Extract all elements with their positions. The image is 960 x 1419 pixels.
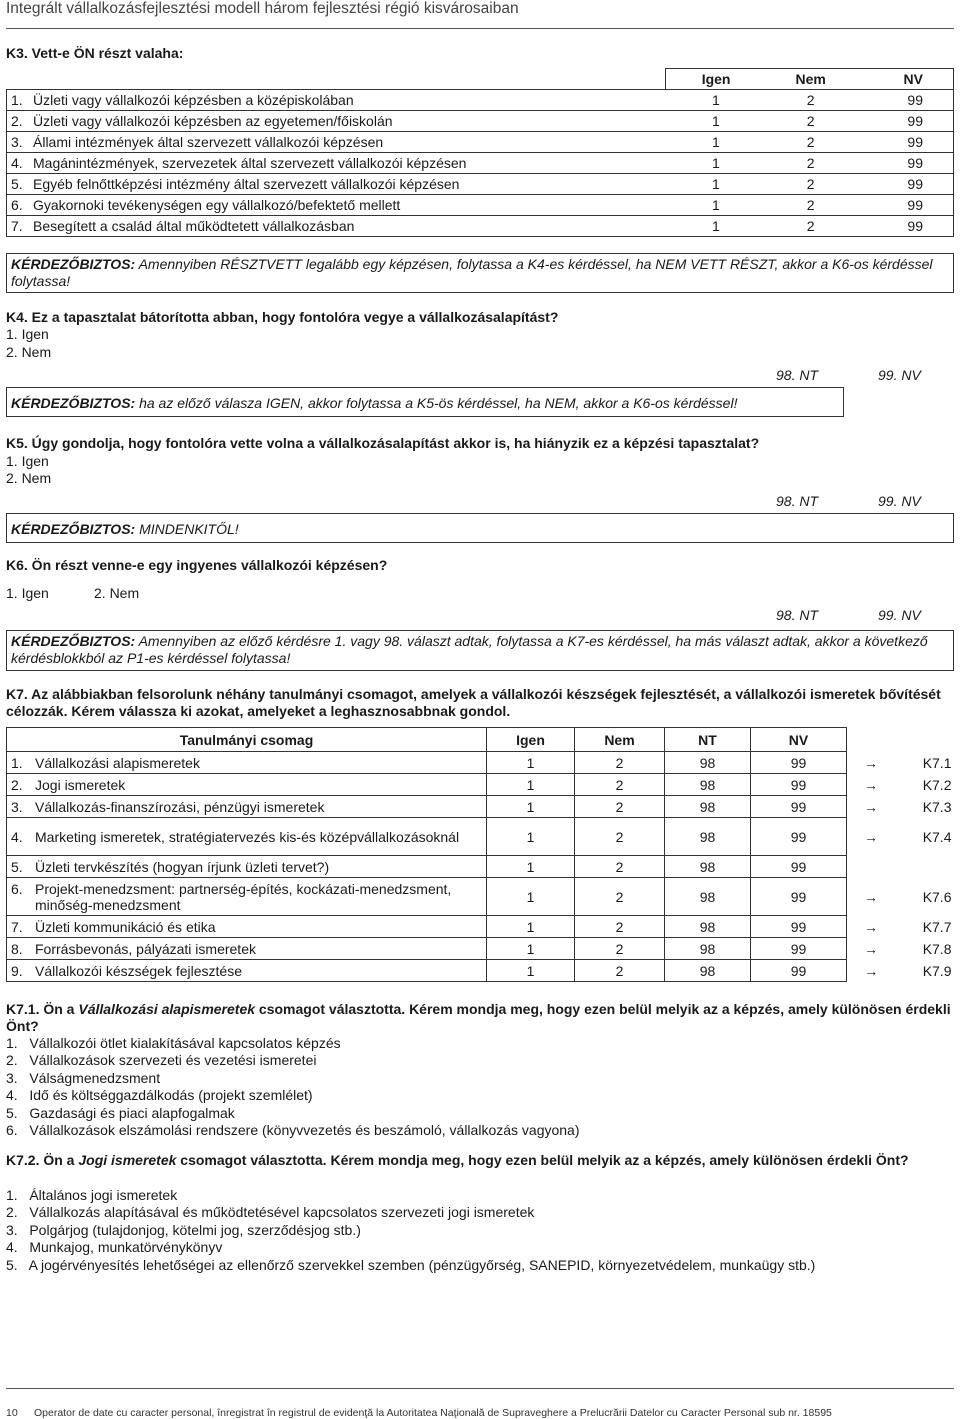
k7-row-label bbox=[7, 916, 487, 938]
k71-title-a: K7.1. Ön a bbox=[6, 1001, 79, 1017]
k7-row-reference: K7.3 bbox=[922, 798, 952, 815]
k3-row bbox=[7, 153, 954, 174]
k3-row-number: 3. bbox=[11, 134, 23, 150]
k3-row-number: 2. bbox=[11, 113, 23, 129]
k4-option-nv: 99. NV bbox=[878, 367, 921, 383]
running-header-text: Integrált vállalkozásfejlesztési modell három fejlesztési régió kisvárosaiban bbox=[6, 0, 519, 17]
k5-option-igen: 1. Igen bbox=[6, 453, 49, 469]
k7-row bbox=[7, 878, 952, 916]
k3-row-label bbox=[7, 153, 666, 174]
k7-cell-nt[interactable]: 98 bbox=[665, 878, 751, 916]
k3-header-nem: Nem bbox=[766, 69, 856, 90]
k7-row-reference: K7.9 bbox=[922, 962, 952, 979]
k7-row-reference: K7.1 bbox=[922, 754, 952, 771]
k7-row bbox=[7, 856, 952, 878]
k7-row-text: Forrásbevonás, pályázati ismeretek bbox=[35, 940, 256, 957]
k3-cell-igen[interactable]: 1 bbox=[666, 216, 766, 237]
k7-row-number: 5. bbox=[11, 858, 23, 875]
k7-row bbox=[7, 752, 952, 774]
k3-row-label bbox=[7, 90, 666, 111]
k7-row-reference: K7.7 bbox=[922, 918, 952, 935]
k6-interviewer-note bbox=[6, 630, 954, 671]
k3-header-igen: Igen bbox=[666, 69, 766, 90]
k7-row-label bbox=[7, 878, 487, 916]
k3-note-label: KÉRDEZŐBIZTOS: bbox=[11, 256, 136, 272]
k7-cell-nem[interactable]: 2 bbox=[575, 878, 665, 916]
k3-cell-igen[interactable]: 1 bbox=[666, 153, 766, 174]
k72-list-item: 5. A jogérvényesítés lehetőségei az ellenőrző szervekkel szemben (pénzügyőrség, SANEPID, környezetvédelem, munkaügy stb.) bbox=[6, 1256, 816, 1273]
k3-cell-nv[interactable]: 99 bbox=[856, 216, 954, 237]
arrow-right-icon bbox=[847, 856, 896, 878]
k7-row-label bbox=[7, 752, 487, 774]
k7-cell-nt[interactable]: 98 bbox=[665, 818, 751, 856]
arrow-right-icon: → bbox=[864, 828, 878, 845]
k5-option-nt: 98. NT bbox=[776, 493, 819, 509]
k7-table bbox=[6, 727, 952, 982]
k3-row-number: 1. bbox=[11, 92, 23, 108]
k7-row-text: Üzleti tervkészítés (hogyan írjunk üzleti tervet?) bbox=[35, 858, 330, 875]
k3-title: K3. Vett-e ÖN részt valaha: bbox=[6, 45, 184, 61]
arrow-right-icon: → bbox=[864, 918, 878, 935]
k3-row-label bbox=[7, 111, 666, 132]
k7-row bbox=[7, 818, 952, 856]
k7-cell-nem[interactable]: 2 bbox=[575, 818, 665, 856]
k7-row-label bbox=[7, 856, 487, 878]
k3-cell-igen[interactable]: 1 bbox=[666, 195, 766, 216]
k3-row bbox=[7, 90, 954, 111]
k3-row bbox=[7, 195, 954, 216]
k7-row-label bbox=[7, 960, 487, 982]
k71-list-item: 5. Gazdasági és piaci alapfogalmak bbox=[6, 1104, 235, 1121]
k72-title-b: csomagot választotta. Kérem mondja meg, hogy ezen belül melyik az a képzés, amely különösen érdekli Önt? bbox=[176, 1152, 909, 1168]
k7-row-reference: K7.4 bbox=[922, 828, 952, 845]
k7-header-nem: Nem bbox=[575, 728, 665, 752]
k71-list-item: 6. Vállalkozások elszámolási rendszere (könyvvezetés és beszámoló, vállalkozás vagyona) bbox=[6, 1122, 580, 1139]
page-number: 10 bbox=[6, 1407, 18, 1419]
k7-row-text: Jogi ismeretek bbox=[35, 776, 126, 793]
k7-cell-nt[interactable]: 98 bbox=[665, 938, 751, 960]
k7-row-number: 3. bbox=[11, 798, 23, 815]
k72-list-item: 3. Polgárjog (tulajdonjog, kötelmi jog, szerződésjog stb.) bbox=[6, 1221, 361, 1238]
k7-row-reference bbox=[896, 856, 952, 878]
k5-title: K5. Úgy gondolja, hogy fontolóra vette volna a vállalkozásalapítást akkor is, ha hiányzik ez a képzési tapasztalat? bbox=[6, 435, 760, 451]
k7-row-reference: K7.6 bbox=[922, 888, 952, 905]
k6-option-nv: 99. NV bbox=[878, 607, 921, 623]
k7-row bbox=[7, 960, 952, 982]
k7-header-nt: NT bbox=[665, 728, 751, 752]
k3-row bbox=[7, 216, 954, 237]
k7-cell-nt[interactable]: 98 bbox=[665, 856, 751, 878]
arrow-right-icon: → bbox=[864, 776, 878, 793]
k3-cell-igen[interactable]: 1 bbox=[666, 132, 766, 153]
k7-cell-igen[interactable]: 1 bbox=[487, 856, 575, 878]
k5-option-nem: 2. Nem bbox=[6, 470, 52, 486]
k71-title-em: Vállalkozási alapismeretek bbox=[78, 1001, 256, 1017]
k7-row-number: 9. bbox=[11, 962, 23, 979]
k7-header-igen: Igen bbox=[487, 728, 575, 752]
k3-header-nv: NV bbox=[856, 69, 954, 90]
k7-cell-igen[interactable]: 1 bbox=[487, 796, 575, 818]
k3-cell-nem[interactable]: 2 bbox=[766, 111, 856, 132]
k72-title bbox=[6, 1152, 954, 1169]
k3-row-label bbox=[7, 216, 666, 237]
k3-row-text: Állami intézmények által szervezett vállalkozói képzésen bbox=[33, 134, 384, 150]
k7-cell-nem[interactable]: 2 bbox=[575, 960, 665, 982]
k7-row-number: 7. bbox=[11, 918, 23, 935]
k71-list-item: 4. Idő és költséggazdálkodás (projekt szemlélet) bbox=[6, 1087, 313, 1104]
k7-cell-nv[interactable]: 99 bbox=[751, 774, 847, 796]
arrow-right-icon: → bbox=[864, 754, 878, 771]
k7-cell-nem[interactable]: 2 bbox=[575, 752, 665, 774]
k7-cell-igen[interactable]: 1 bbox=[487, 774, 575, 796]
k4-interviewer-note bbox=[6, 387, 844, 417]
k3-row-text: Gyakornoki tevékenységen egy vállalkozó/befektető mellett bbox=[33, 197, 401, 213]
k7-cell-nv[interactable]: 99 bbox=[751, 796, 847, 818]
k3-cell-nv[interactable]: 99 bbox=[856, 153, 954, 174]
k7-cell-nt[interactable]: 98 bbox=[665, 960, 751, 982]
k4-option-igen: 1. Igen bbox=[6, 326, 49, 342]
k71-title bbox=[6, 1001, 954, 1035]
k7-row-number: 6. bbox=[11, 880, 23, 897]
k3-cell-nem[interactable]: 2 bbox=[766, 132, 856, 153]
k7-header-nv: NV bbox=[751, 728, 847, 752]
k71-list-item: 1. Vállalkozói ötlet kialakításával kapcsolatos képzés bbox=[6, 1035, 341, 1051]
k3-interviewer-note bbox=[6, 253, 954, 293]
k3-row-label bbox=[7, 174, 666, 195]
k3-cell-nv[interactable]: 99 bbox=[856, 90, 954, 111]
k6-option-nt: 98. NT bbox=[776, 607, 819, 623]
k7-row-reference: K7.8 bbox=[922, 940, 952, 957]
k7-cell-nem[interactable]: 2 bbox=[575, 938, 665, 960]
k7-row bbox=[7, 774, 952, 796]
k7-cell-nv[interactable]: 99 bbox=[751, 752, 847, 774]
k7-row-label bbox=[7, 774, 487, 796]
k3-cell-nv[interactable]: 99 bbox=[856, 174, 954, 195]
k7-cell-igen[interactable]: 1 bbox=[487, 752, 575, 774]
k5-interviewer-note bbox=[6, 513, 954, 543]
k3-cell-nem[interactable]: 2 bbox=[766, 90, 856, 111]
k6-note-label: KÉRDEZŐBIZTOS: bbox=[11, 633, 136, 649]
k5-note-label: KÉRDEZŐBIZTOS: bbox=[11, 521, 136, 537]
k3-row-text: Üzleti vagy vállalkozói képzésben az egyetemen/főiskolán bbox=[33, 113, 393, 129]
k72-list-item: 1. Általános jogi ismeretek bbox=[6, 1187, 178, 1203]
k7-row bbox=[7, 938, 952, 960]
k7-cell-nt[interactable]: 98 bbox=[665, 752, 751, 774]
k5-option-nv: 99. NV bbox=[878, 493, 921, 509]
k3-row bbox=[7, 132, 954, 153]
k71-list-item: 3. Válságmenedzsment bbox=[6, 1069, 161, 1086]
k4-note-label: KÉRDEZŐBIZTOS: bbox=[11, 395, 136, 411]
k3-row-text: Besegített a család által működtetett vállalkozásban bbox=[33, 218, 355, 234]
k7-row-number: 4. bbox=[11, 828, 23, 845]
k7-cell-nem[interactable]: 2 bbox=[575, 916, 665, 938]
k7-cell-nv[interactable]: 99 bbox=[751, 856, 847, 878]
k4-option-nem: 2. Nem bbox=[6, 344, 52, 360]
k7-row-label bbox=[7, 818, 487, 856]
k7-header-package: Tanulmányi csomag bbox=[7, 728, 487, 752]
k6-note-text: Amennyiben az előző kérdésre 1. vagy 98. választ adtak, folytassa a K7-es kérdéssel, ha más választ adtak, akkor a következő kérdésblokkból az P1-es kérdéssel folytassa! bbox=[11, 633, 928, 666]
k3-table bbox=[6, 68, 954, 237]
k7-row-text: Projekt-menedzsment: partnerség-építés, kockázati-menedzsment, minőség-menedzsment bbox=[35, 880, 452, 913]
k3-row bbox=[7, 174, 954, 195]
k7-cell-nv[interactable]: 99 bbox=[751, 938, 847, 960]
k7-row-number: 2. bbox=[11, 776, 23, 793]
k3-cell-igen[interactable]: 1 bbox=[666, 90, 766, 111]
k7-row-reference: K7.2 bbox=[922, 776, 952, 793]
k3-cell-nv[interactable]: 99 bbox=[856, 195, 954, 216]
k7-row-text: Üzleti kommunikáció és etika bbox=[35, 918, 216, 935]
running-header bbox=[6, 0, 954, 29]
k7-cell-nem[interactable]: 2 bbox=[575, 774, 665, 796]
k7-cell-nv[interactable]: 99 bbox=[751, 818, 847, 856]
arrow-right-icon: → bbox=[864, 962, 879, 979]
k3-cell-nem[interactable]: 2 bbox=[766, 153, 856, 174]
k7-header-row bbox=[7, 728, 952, 752]
k6-option-nem: 2. Nem bbox=[94, 585, 140, 601]
k72-list-item: 2. Vállalkozás alapításával és működtetésével kapcsolatos szervezeti jogi ismeretek bbox=[6, 1204, 535, 1221]
k3-row-number: 4. bbox=[11, 155, 23, 171]
k7-cell-nem[interactable]: 2 bbox=[575, 856, 665, 878]
k7-cell-nv[interactable]: 99 bbox=[751, 878, 847, 916]
k3-note-text: Amennyiben RÉSZTVETT legalább egy képzésen, folytassa a K4-es kérdéssel, ha NEM VETT RÉSZT, akkor a K6-os kérdéssel folytassa! bbox=[11, 256, 933, 289]
k3-row-number: 7. bbox=[11, 218, 23, 234]
k71-list bbox=[6, 1035, 580, 1139]
k72-title-a: K7.2. Ön a bbox=[6, 1152, 79, 1168]
k7-cell-nt[interactable]: 98 bbox=[665, 916, 751, 938]
k7-row-text: Vállalkozói készségek fejlesztése bbox=[35, 962, 242, 979]
k3-row-text: Üzleti vagy vállalkozói képzésben a középiskolában bbox=[33, 92, 354, 108]
k3-row-number: 5. bbox=[11, 176, 23, 192]
k7-row bbox=[7, 916, 952, 938]
k3-row bbox=[7, 111, 954, 132]
k7-row-number: 1. bbox=[11, 754, 23, 771]
footer bbox=[6, 1407, 832, 1419]
k7-cell-igen[interactable]: 1 bbox=[487, 938, 575, 960]
k4-title: K4. Ez a tapasztalat bátorította abban, hogy fontolóra vegye a vállalkozásalapítást? bbox=[6, 309, 559, 325]
k7-row-text: Vállalkozás-finanszírozási, pénzügyi ismeretek bbox=[35, 798, 325, 815]
k7-cell-igen[interactable]: 1 bbox=[487, 916, 575, 938]
k7-cell-igen[interactable]: 1 bbox=[487, 878, 575, 916]
arrow-right-icon: → bbox=[864, 888, 878, 905]
arrow-right-icon: → bbox=[864, 798, 878, 815]
k7-row-label bbox=[7, 796, 487, 818]
k3-row-number: 6. bbox=[11, 197, 23, 213]
k7-row-text: Marketing ismeretek, stratégiatervezés kis-és középvállalkozásoknál bbox=[35, 828, 460, 845]
footer-rule bbox=[6, 1388, 954, 1389]
k7-row-label bbox=[7, 938, 487, 960]
k72-list bbox=[6, 1187, 815, 1274]
k7-cell-nt[interactable]: 98 bbox=[665, 774, 751, 796]
k3-cell-igen[interactable]: 1 bbox=[666, 174, 766, 195]
arrow-right-icon: → bbox=[864, 940, 878, 957]
k7-title: K7. Az alábbiakban felsorolunk néhány tanulmányi csomagot, amelyek a vállalkozói készségek fejlesztését, a vállalkozói ismeretek bővítését célozzák. Kérem válassza ki azokat, amelyeket a leghasznosabbnak gondol. bbox=[6, 686, 941, 719]
footer-text: Operator de date cu caracter personal, înregistrat în registrul de evidenţă la Autoritatea Naţională de Supraveghere a Prelucrării Datelor cu Caracter Personal sub nr. 18595 bbox=[34, 1407, 832, 1419]
k7-cell-igen[interactable]: 1 bbox=[487, 960, 575, 982]
k4-note-text: ha az előző válasza IGEN, akkor folytassa a K5-ös kérdéssel, ha NEM, akkor a K6-os kérdéssel! bbox=[135, 395, 738, 411]
k72-title-em: Jogi ismeretek bbox=[78, 1152, 177, 1168]
k7-row bbox=[7, 796, 952, 818]
k7-cell-nem[interactable]: 2 bbox=[575, 796, 665, 818]
k4-option-nt: 98. NT bbox=[776, 367, 819, 383]
k72-list-item: 4. Munkajog, munkatörvénykönyv bbox=[6, 1239, 223, 1256]
k7-cell-nv[interactable]: 99 bbox=[751, 960, 847, 982]
k7-row-number: 8. bbox=[11, 940, 23, 957]
k3-row-label bbox=[7, 195, 666, 216]
k7-row-text: Vállalkozási alapismeretek bbox=[35, 754, 200, 771]
k3-cell-nv[interactable]: 99 bbox=[856, 111, 954, 132]
k3-cell-nem[interactable]: 2 bbox=[766, 174, 856, 195]
k3-row-text: Magánintézmények, szervezetek által szervezett vállalkozói képzésen bbox=[33, 155, 467, 171]
k71-list-item: 2. Vállalkozások szervezeti és vezetési ismeretei bbox=[6, 1052, 317, 1069]
k3-row-label bbox=[7, 132, 666, 153]
k7-cell-igen[interactable]: 1 bbox=[487, 818, 575, 856]
k7-cell-nt[interactable]: 98 bbox=[665, 796, 751, 818]
k5-note-text: MINDENKITŐL! bbox=[135, 521, 239, 537]
k6-option-igen: 1. Igen bbox=[6, 585, 49, 601]
k7-cell-nv[interactable]: 99 bbox=[751, 916, 847, 938]
k71-title-b: csomagot választotta. Kérem mondja meg, hogy ezen belül melyik az a képzés, amely különösen érdekli Önt? bbox=[6, 1001, 951, 1034]
k3-cell-nem[interactable]: 2 bbox=[766, 216, 856, 237]
k3-header-row bbox=[7, 69, 954, 90]
k6-title: K6. Ön részt venne-e egy ingyenes vállalkozói képzésen? bbox=[6, 557, 388, 573]
k3-cell-nv[interactable]: 99 bbox=[856, 132, 954, 153]
k3-cell-nem[interactable]: 2 bbox=[766, 195, 856, 216]
k3-row-text: Egyéb felnőttképzési intézmény által szervezett vállalkozói képzésen bbox=[33, 176, 460, 192]
k3-cell-igen[interactable]: 1 bbox=[666, 111, 766, 132]
